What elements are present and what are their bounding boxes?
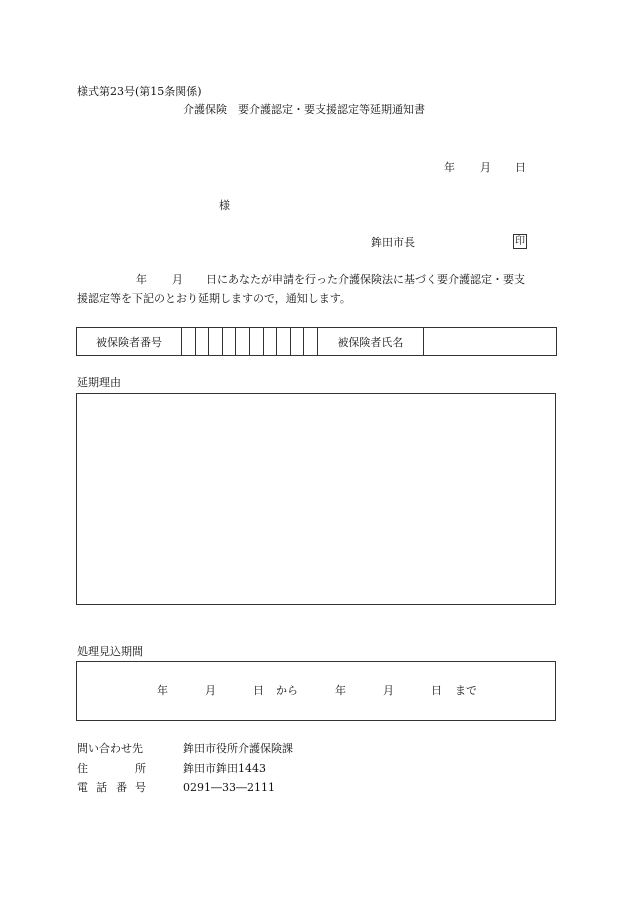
addressee-suffix: 様 <box>219 199 230 212</box>
issuer-name: 鉾田市長 <box>371 236 415 249</box>
insured-number-digit[interactable] <box>223 328 237 355</box>
inquiry-value: 鉾田市役所介護保険課 <box>183 742 293 755</box>
processing-period-label: 処理見込期間 <box>77 645 143 658</box>
insured-number-digit[interactable] <box>291 328 305 355</box>
processing-period-box[interactable] <box>76 661 556 721</box>
address-value: 鉾田市鉾田1443 <box>183 762 266 775</box>
delay-reason-box[interactable] <box>76 393 556 605</box>
inquiry-label: 問い合わせ先 <box>77 742 143 755</box>
body-year-label: 年 <box>136 273 147 286</box>
phone-value: 0291―33―2111 <box>183 781 275 794</box>
insured-number-digit[interactable] <box>277 328 291 355</box>
phone-label-part: 電 <box>77 781 88 794</box>
date-month-label: 月 <box>480 161 491 174</box>
body-month-label: 月 <box>172 273 183 286</box>
insured-number-digit[interactable] <box>250 328 264 355</box>
date-year-label: 年 <box>444 161 455 174</box>
insured-number-digit[interactable] <box>196 328 210 355</box>
insured-number-label: 被保険者番号 <box>77 328 182 355</box>
document-title: 介護保険 要介護認定・要支援認定等延期通知書 <box>183 103 425 116</box>
insured-number-digit[interactable] <box>236 328 250 355</box>
period-from-day: 日 <box>253 684 264 697</box>
phone-label-part: 番 <box>116 781 127 794</box>
period-to-year: 年 <box>335 684 346 697</box>
seal-mark: 印 <box>515 236 525 247</box>
body-line-2: 援認定等を下記のとおり延期しますので，通知します。 <box>77 292 351 305</box>
period-to-day: 日 <box>431 684 442 697</box>
period-from-suffix: から <box>276 684 298 697</box>
insured-number-digit[interactable] <box>264 328 278 355</box>
date-day-label: 日 <box>515 161 526 174</box>
insured-number-digit[interactable] <box>304 328 318 355</box>
phone-label-part: 話 <box>96 781 107 794</box>
insured-table <box>76 327 557 356</box>
form-number: 様式第23号(第15条関係) <box>77 85 202 98</box>
insured-number-digit[interactable] <box>182 328 196 355</box>
phone-label-part: 号 <box>135 781 146 794</box>
insured-name-label: 被保険者氏名 <box>318 328 424 355</box>
period-from-year: 年 <box>157 684 168 697</box>
address-label-part: 所 <box>135 762 146 775</box>
period-from-month: 月 <box>205 684 216 697</box>
period-to-suffix: まで <box>455 684 477 697</box>
period-to-month: 月 <box>383 684 394 697</box>
insured-name-field[interactable] <box>424 328 556 355</box>
address-label-part: 住 <box>77 762 88 775</box>
insured-number-digit[interactable] <box>209 328 223 355</box>
delay-reason-label: 延期理由 <box>77 376 121 389</box>
body-line-1: 日にあなたが申請を行った介護保険法に基づく要介護認定・要支 <box>206 273 525 286</box>
